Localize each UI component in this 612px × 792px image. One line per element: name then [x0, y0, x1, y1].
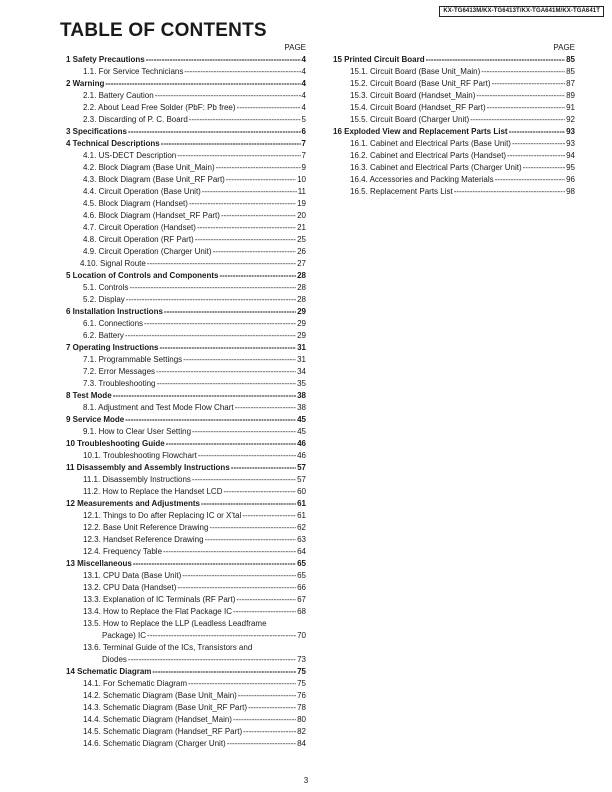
- dot-leader: [233, 714, 296, 726]
- toc-subsection-entry[interactable]: [66, 630, 306, 642]
- toc-subsection-entry[interactable]: [66, 534, 306, 546]
- toc-subsection-entry[interactable]: [66, 486, 306, 498]
- toc-entry-page: 46: [297, 439, 306, 448]
- toc-entry-title: 2 Warning: [66, 79, 105, 88]
- toc-subsection-entry[interactable]: [66, 570, 306, 582]
- toc-subsection-entry[interactable]: [66, 510, 306, 522]
- toc-entry-title: 13.1. CPU Data (Base Unit): [83, 571, 182, 580]
- toc-entry-title: 7.2. Error Messages: [83, 367, 156, 376]
- toc-subsection-entry[interactable]: [66, 66, 306, 78]
- toc-entry-title: 4.1. US-DECT Description: [83, 151, 177, 160]
- toc-entry-title: 4.5. Block Diagram (Handset): [83, 199, 188, 208]
- toc-section-entry[interactable]: [66, 498, 306, 510]
- dot-leader: [152, 666, 296, 678]
- toc-entry-title: 12.3. Handset Reference Drawing: [83, 535, 204, 544]
- toc-subsection-entry[interactable]: [66, 582, 306, 594]
- toc-entry-title: 16.3. Cabinet and Electrical Parts (Charger Unit): [350, 163, 522, 172]
- toc-entry-page: 45: [297, 427, 306, 436]
- toc-entry-page: 38: [297, 403, 306, 412]
- toc-entry-page: 28: [297, 295, 306, 304]
- toc-entry-page: 84: [297, 739, 306, 748]
- dot-leader: [235, 402, 296, 414]
- toc-subsection-entry[interactable]: [333, 78, 575, 90]
- dot-leader: [133, 558, 296, 570]
- toc-entry-page: 29: [297, 307, 306, 316]
- toc-entry-title: 16.2. Cabinet and Electrical Parts (Handset): [350, 151, 507, 160]
- toc-section-entry[interactable]: [66, 390, 306, 402]
- model-numbers-box: KX-TG6413M/KX-TG6413T/KX-TGA641M/KX-TGA641T: [439, 6, 604, 17]
- toc-section-entry[interactable]: [66, 558, 306, 570]
- toc-entry-page: 45: [297, 415, 306, 424]
- toc-section-entry[interactable]: [66, 270, 306, 282]
- toc-entry-title: 4.2. Block Diagram (Base Unit_Main): [83, 163, 215, 172]
- dot-leader: [177, 582, 296, 594]
- toc-entry-page: 4: [301, 55, 306, 64]
- toc-entry-page: 62: [297, 523, 306, 532]
- dot-leader: [177, 150, 300, 162]
- toc-subsection-entry[interactable]: [333, 114, 575, 126]
- dot-leader: [129, 282, 296, 294]
- toc-section-entry[interactable]: [66, 78, 306, 90]
- toc-entry-text: 13.5. How to Replace the LLP (Leadless Leadframe: [83, 619, 267, 628]
- toc-section-entry[interactable]: [66, 666, 306, 678]
- toc-subsection-entry[interactable]: [66, 702, 306, 714]
- toc-entry-page: 31: [297, 355, 306, 364]
- toc-subsection-entry[interactable]: [66, 426, 306, 438]
- toc-subsection-entry[interactable]: [333, 162, 575, 174]
- toc-section-entry[interactable]: [66, 54, 306, 66]
- dot-leader: [128, 126, 301, 138]
- toc-entry-title: 4.7. Circuit Operation (Handset): [83, 223, 196, 232]
- toc-section-entry[interactable]: [66, 306, 306, 318]
- toc-subsection-entry[interactable]: [66, 162, 306, 174]
- toc-entry-title: 3 Specifications: [66, 127, 127, 136]
- dot-leader: [189, 114, 301, 126]
- toc-entry-page: 5: [301, 115, 306, 124]
- toc-subsection-entry[interactable]: [66, 102, 306, 114]
- toc-subsection-entry[interactable]: [66, 450, 306, 462]
- dot-leader: [197, 222, 296, 234]
- toc-section-entry[interactable]: [66, 462, 306, 474]
- dot-leader: [156, 366, 296, 378]
- toc-section-entry[interactable]: [66, 138, 306, 150]
- dot-leader: [223, 486, 296, 498]
- toc-entry-page: 66: [297, 583, 306, 592]
- toc-subsection-entry[interactable]: [333, 186, 575, 198]
- dot-leader: [195, 234, 296, 246]
- toc-entry-page: 34: [297, 367, 306, 376]
- dot-leader: [144, 318, 296, 330]
- toc-entry-page: 67: [297, 595, 306, 604]
- toc-entry-title: 4.9. Circuit Operation (Charger Unit): [83, 247, 212, 256]
- toc-entry-title: 4 Technical Descriptions: [66, 139, 160, 148]
- toc-subsection-entry[interactable]: [66, 594, 306, 606]
- dot-leader: [192, 426, 296, 438]
- toc-entry-page: 93: [566, 127, 575, 136]
- dot-leader: [523, 162, 565, 174]
- toc-entry-title: 5.1. Controls: [83, 283, 129, 292]
- dot-leader: [161, 138, 301, 150]
- toc-entry-page: 7: [301, 151, 306, 160]
- dot-leader: [487, 102, 565, 114]
- dot-leader: [512, 138, 565, 150]
- toc-entry-page: 20: [297, 211, 306, 220]
- dot-leader: [470, 114, 565, 126]
- dot-leader: [163, 546, 296, 558]
- dot-leader: [233, 606, 296, 618]
- toc-entry-page: 85: [566, 67, 575, 76]
- toc-entry-title: 16.4. Accessories and Packing Materials: [350, 175, 494, 184]
- toc-entry-title: 2.3. Discarding of P. C. Board: [83, 115, 188, 124]
- dot-leader: [159, 342, 296, 354]
- toc-entry-page: 85: [566, 55, 575, 64]
- toc-section-entry[interactable]: [66, 414, 306, 426]
- dot-leader: [495, 174, 565, 186]
- toc-entry-title: 1 Safety Precautions: [66, 55, 145, 64]
- toc-subsection-entry[interactable]: [66, 186, 306, 198]
- toc-right-column: [333, 42, 575, 198]
- toc-entry-title: 12.4. Frequency Table: [83, 547, 163, 556]
- toc-entry-page: 70: [297, 631, 306, 640]
- toc-entry-title: 15 Printed Circuit Board: [333, 55, 425, 64]
- toc-entry-page: 6: [301, 127, 306, 136]
- toc-entry-title: 15.2. Circuit Board (Base Unit_RF Part): [350, 79, 491, 88]
- toc-entry-title: 14.2. Schematic Diagram (Base Unit_Main): [83, 691, 237, 700]
- toc-entry-title: 13.3. Explanation of IC Terminals (RF Part): [83, 595, 236, 604]
- toc-entry-page: 96: [566, 175, 575, 184]
- toc-entry-title: 14.3. Schematic Diagram (Base Unit_RF Part): [83, 703, 248, 712]
- toc-entry-title: 15.1. Circuit Board (Base Unit_Main): [350, 67, 481, 76]
- toc-subsection-entry[interactable]: [66, 210, 306, 222]
- dot-leader: [202, 186, 297, 198]
- toc-subsection-entry[interactable]: [66, 318, 306, 330]
- toc-entry-page: 29: [297, 331, 306, 340]
- dot-leader: [205, 534, 297, 546]
- dot-leader: [209, 522, 296, 534]
- toc-entry-title: Package) IC: [102, 631, 147, 640]
- toc-entry-title: 14.5. Schematic Diagram (Handset_RF Part): [83, 727, 243, 736]
- toc-entry-page: 80: [297, 715, 306, 724]
- toc-entry-title: 5.2. Display: [83, 295, 125, 304]
- toc-subsection-entry[interactable]: [66, 150, 306, 162]
- toc-entry-title: 2.1. Battery Caution: [83, 91, 154, 100]
- dot-leader: [113, 390, 296, 402]
- page-number: 3: [303, 776, 309, 785]
- dot-leader: [231, 462, 296, 474]
- toc-entry-title: 8 Test Mode: [66, 391, 112, 400]
- toc-entry-title: 14.1. For Schematic Diagram: [83, 679, 188, 688]
- toc-subsection-entry[interactable]: [333, 150, 575, 162]
- toc-entry-title: 8.1. Adjustment and Test Mode Flow Chart: [83, 403, 234, 412]
- toc-entry-page: 98: [566, 187, 575, 196]
- toc-subsection-entry[interactable]: [66, 654, 306, 666]
- dot-leader: [237, 102, 301, 114]
- dot-leader: [236, 594, 296, 606]
- toc-entry-page: 93: [566, 139, 575, 148]
- toc-subsection-entry[interactable]: [66, 258, 306, 270]
- toc-entry-page: 78: [297, 703, 306, 712]
- toc-subsection-entry[interactable]: [333, 102, 575, 114]
- toc-entry-page: 7: [301, 139, 306, 148]
- toc-subsection-entry[interactable]: [66, 114, 306, 126]
- dot-leader: [164, 306, 296, 318]
- dot-leader: [454, 186, 565, 198]
- toc-subsection-entry[interactable]: [333, 174, 575, 186]
- toc-entry-page: 92: [566, 115, 575, 124]
- toc-entry-page: 31: [297, 343, 306, 352]
- toc-entry-page: 25: [297, 235, 306, 244]
- toc-entry-page: 60: [297, 487, 306, 496]
- dot-leader: [183, 354, 296, 366]
- toc-entry-page: 63: [297, 535, 306, 544]
- toc-entry-title: 15.5. Circuit Board (Charger Unit): [350, 115, 470, 124]
- toc-entry-title: 13.2. CPU Data (Handset): [83, 583, 177, 592]
- toc-subsection-entry[interactable]: [66, 366, 306, 378]
- dot-leader: [157, 378, 297, 390]
- toc-entry-page: 28: [297, 271, 306, 280]
- dot-leader: [198, 450, 296, 462]
- toc-entry-page: 27: [297, 259, 306, 268]
- toc-entry-page: 4: [301, 79, 306, 88]
- toc-subsection-entry[interactable]: [66, 246, 306, 258]
- toc-section-entry[interactable]: [333, 54, 575, 66]
- dot-leader: [426, 54, 566, 66]
- toc-entry-page: 82: [297, 727, 306, 736]
- dot-leader: [189, 198, 296, 210]
- toc-entry-page: 95: [566, 163, 575, 172]
- toc-section-entry[interactable]: [333, 126, 575, 138]
- toc-right-list: [333, 54, 575, 198]
- dot-leader: [126, 294, 296, 306]
- toc-entry-title: 10.1. Troubleshooting Flowchart: [83, 451, 197, 460]
- toc-subsection-entry[interactable]: [66, 690, 306, 702]
- toc-subsection-entry[interactable]: [333, 66, 575, 78]
- toc-subsection-entry[interactable]: [66, 234, 306, 246]
- toc-entry-title: 6 Installation Instructions: [66, 307, 163, 316]
- dot-leader: [507, 150, 565, 162]
- dot-leader: [481, 66, 565, 78]
- toc-entry-title: 4.3. Block Diagram (Base Unit_RF Part): [83, 175, 225, 184]
- dot-leader: [242, 510, 296, 522]
- toc-entry-page: 75: [297, 679, 306, 688]
- toc-section-entry[interactable]: [66, 126, 306, 138]
- toc-entry-page: 4: [301, 103, 306, 112]
- page-column-label: PAGE: [553, 43, 575, 52]
- dot-leader: [221, 210, 296, 222]
- toc-entry-page: 9: [301, 163, 306, 172]
- toc-subsection-entry[interactable]: [66, 606, 306, 618]
- dot-leader: [192, 474, 296, 486]
- toc-subsection-entry[interactable]: [66, 282, 306, 294]
- toc-entry-title: 1.1. For Service Technicians: [83, 67, 184, 76]
- toc-entry-title: 15.3. Circuit Board (Handset_Main): [350, 91, 476, 100]
- toc-subsection-entry[interactable]: [66, 726, 306, 738]
- toc-subsection-entry[interactable]: [66, 546, 306, 558]
- dot-leader: [219, 270, 296, 282]
- dot-leader: [125, 330, 296, 342]
- toc-entry-title: 11 Disassembly and Assembly Instructions: [66, 463, 230, 472]
- toc-subsection-entry[interactable]: [333, 90, 575, 102]
- toc-entry-title: 9.1. How to Clear User Setting: [83, 427, 192, 436]
- toc-entry-title: 4.8. Circuit Operation (RF Part): [83, 235, 194, 244]
- dot-leader: [476, 90, 565, 102]
- dot-leader: [509, 126, 566, 138]
- toc-entry-title: 12.2. Base Unit Reference Drawing: [83, 523, 209, 532]
- toc-entry-title: 7 Operating Instructions: [66, 343, 159, 352]
- dot-leader: [188, 678, 296, 690]
- toc-entry-page: 65: [297, 559, 306, 568]
- toc-entry-title: 11.1. Disassembly Instructions: [83, 475, 191, 484]
- toc-entry-page: 68: [297, 607, 306, 616]
- toc-entry-title: 15.4. Circuit Board (Handset_RF Part): [350, 103, 486, 112]
- toc-subsection-entry[interactable]: [66, 714, 306, 726]
- toc-entry-page: 28: [297, 283, 306, 292]
- toc-subsection-entry[interactable]: [66, 738, 306, 750]
- toc-entry-page: 19: [297, 199, 306, 208]
- toc-subsection-entry[interactable]: [66, 294, 306, 306]
- toc-left-column: [66, 42, 306, 750]
- toc-entry-title: 7.3. Troubleshooting: [83, 379, 156, 388]
- toc-left-list: [66, 54, 306, 750]
- toc-subsection-entry[interactable]: [66, 678, 306, 690]
- toc-entry-page: 61: [297, 499, 306, 508]
- toc-subsection-entry[interactable]: [66, 354, 306, 366]
- toc-entry-title: 2.2. About Lead Free Solder (PbF: Pb free): [83, 103, 236, 112]
- toc-entry-page: 87: [566, 79, 575, 88]
- toc-subsection-entry[interactable]: [66, 222, 306, 234]
- toc-entry-page: 26: [297, 247, 306, 256]
- toc-entry-page: 29: [297, 319, 306, 328]
- dot-leader: [492, 78, 566, 90]
- toc-entry-page: 91: [566, 103, 575, 112]
- toc-entry-page: 10: [297, 175, 306, 184]
- toc-subsection-entry[interactable]: [66, 198, 306, 210]
- toc-entry-page: 64: [297, 547, 306, 556]
- dot-leader: [238, 690, 296, 702]
- dot-leader: [147, 258, 296, 270]
- dot-leader: [125, 414, 296, 426]
- toc-entry-title: 12.1. Things to Do after Replacing IC or X'tal: [83, 511, 242, 520]
- toc-entry-title: Diodes: [102, 655, 127, 664]
- toc-subsection-entry[interactable]: [66, 90, 306, 102]
- dot-leader: [166, 438, 296, 450]
- dot-leader: [146, 54, 301, 66]
- dot-leader: [128, 654, 296, 666]
- toc-entry-page: 57: [297, 463, 306, 472]
- toc-entry-page: 46: [297, 451, 306, 460]
- dot-leader: [216, 162, 301, 174]
- dot-leader: [147, 630, 296, 642]
- toc-entry-page: 57: [297, 475, 306, 484]
- toc-entry-page: 89: [566, 91, 575, 100]
- toc-entry-title: 16 Exploded View and Replacement Parts List: [333, 127, 508, 136]
- toc-subsection-entry[interactable]: [66, 402, 306, 414]
- toc-entry-title: 10 Troubleshooting Guide: [66, 439, 165, 448]
- toc-entry-page: 75: [297, 667, 306, 676]
- toc-entry-page: 35: [297, 379, 306, 388]
- toc-entry-title: 14.4. Schematic Diagram (Handset_Main): [83, 715, 232, 724]
- toc-entry-title: 11.2. How to Replace the Handset LCD: [83, 487, 223, 496]
- dot-leader: [226, 174, 296, 186]
- toc-entry-page: 11: [297, 187, 306, 196]
- dot-leader: [184, 66, 300, 78]
- toc-subsection-entry[interactable]: [66, 378, 306, 390]
- toc-entry-title: 12 Measurements and Adjustments: [66, 499, 200, 508]
- toc-entry-title: 14 Schematic Diagram: [66, 667, 152, 676]
- page-column-label: PAGE: [284, 43, 306, 52]
- dot-leader: [243, 726, 296, 738]
- toc-entry-page: 61: [297, 511, 306, 520]
- dot-leader: [227, 738, 296, 750]
- toc-entry-title: 5 Location of Controls and Components: [66, 271, 219, 280]
- toc-entry-title: 4.6. Block Diagram (Handset_RF Part): [83, 211, 220, 220]
- page-title: TABLE OF CONTENTS: [60, 20, 267, 41]
- toc-entry-title: 6.1. Connections: [83, 319, 144, 328]
- toc-entry-title: 16.5. Replacement Parts List: [350, 187, 453, 196]
- toc-entry-page: 38: [297, 391, 306, 400]
- toc-subsection-entry[interactable]: [66, 474, 306, 486]
- toc-entry-title: 7.1. Programmable Settings: [83, 355, 183, 364]
- toc-subsection-entry[interactable]: [66, 330, 306, 342]
- toc-entry-text: 13.6. Terminal Guide of the ICs, Transistors and: [83, 643, 253, 652]
- toc-entry-title: 9 Service Mode: [66, 415, 125, 424]
- toc-subsection-entry[interactable]: [333, 138, 575, 150]
- toc-entry-page: 21: [297, 223, 306, 232]
- dot-leader: [105, 78, 300, 90]
- toc-entry-page: 4: [301, 67, 306, 76]
- dot-leader: [213, 246, 297, 258]
- toc-entry-page: 73: [297, 655, 306, 664]
- dot-leader: [201, 498, 296, 510]
- toc-entry-title: 4.4. Circuit Operation (Base Unit): [83, 187, 201, 196]
- dot-leader: [182, 570, 296, 582]
- toc-subsection-entry[interactable]: [66, 174, 306, 186]
- toc-entry-title: 14.6. Schematic Diagram (Charger Unit): [83, 739, 226, 748]
- toc-entry-page: 4: [301, 91, 306, 100]
- toc-entry-page: 94: [566, 151, 575, 160]
- toc-entry-title: 6.2. Battery: [83, 331, 124, 340]
- toc-entry-page: 76: [297, 691, 306, 700]
- toc-section-entry[interactable]: [66, 438, 306, 450]
- dot-leader: [248, 702, 296, 714]
- toc-subsection-entry[interactable]: [66, 522, 306, 534]
- dot-leader: [155, 90, 301, 102]
- toc-entry-title: 13.4. How to Replace the Flat Package IC: [83, 607, 232, 616]
- toc-section-entry[interactable]: [66, 342, 306, 354]
- toc-entry-title: 13 Miscellaneous: [66, 559, 132, 568]
- toc-entry-page: 65: [297, 571, 306, 580]
- toc-entry-title: 4.10. Signal Route: [80, 259, 146, 268]
- toc-entry-title: 16.1. Cabinet and Electrical Parts (Base Unit): [350, 139, 511, 148]
